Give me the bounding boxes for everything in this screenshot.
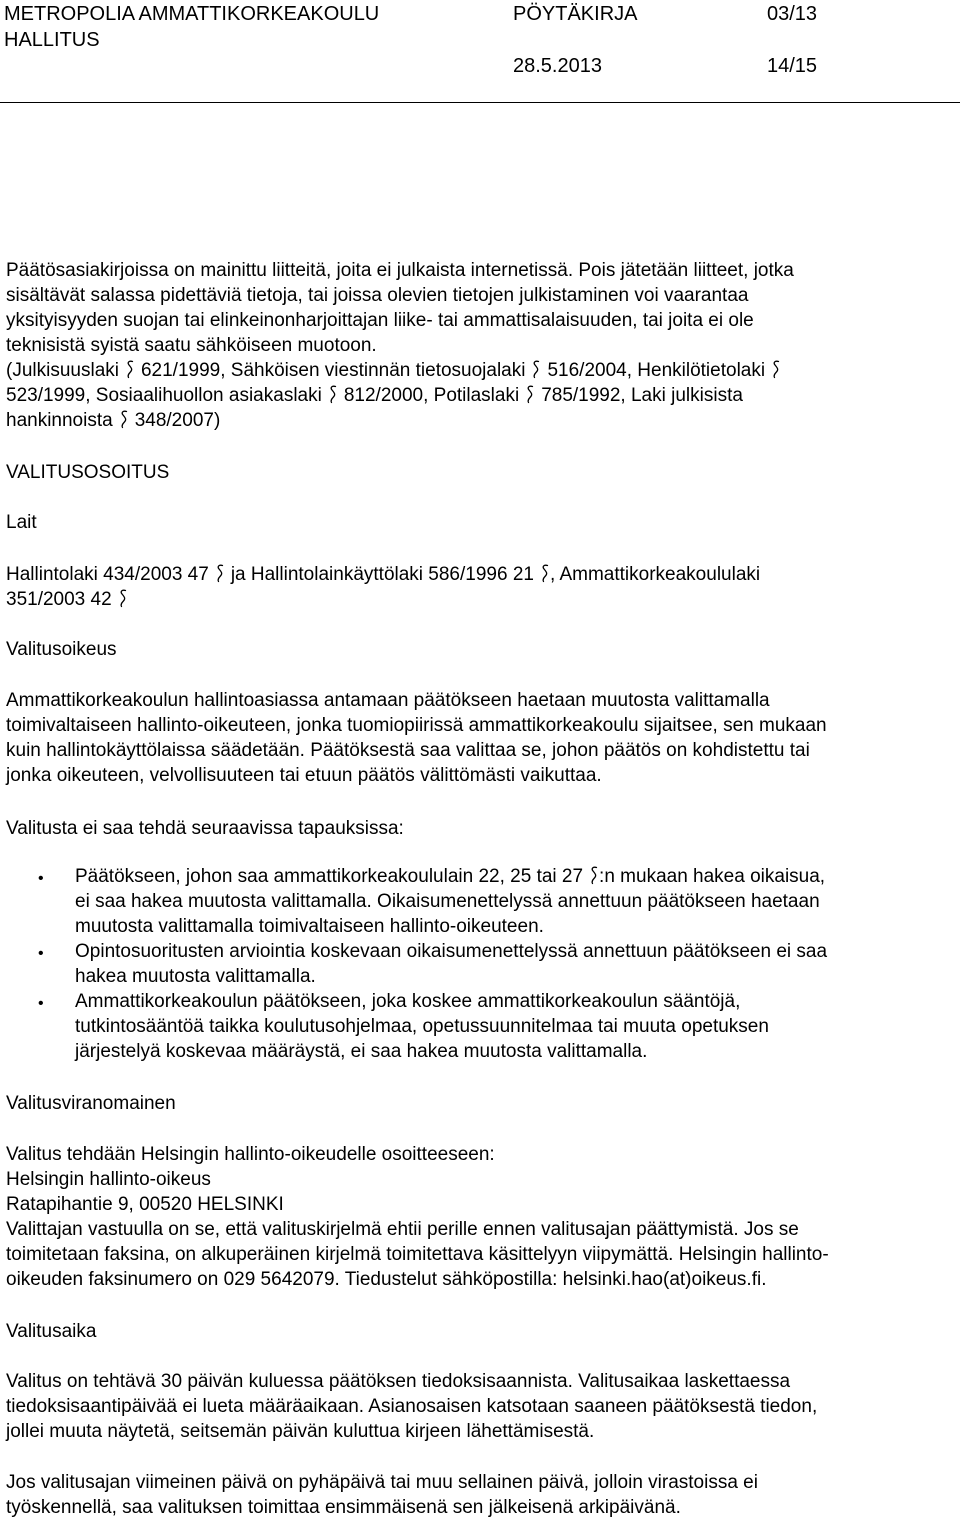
item-line: hakea muutosta valittamalla.: [75, 966, 316, 987]
section-sign-icon: [328, 384, 338, 404]
paragraph-line: Ammattikorkeakoulun hallintoasiassa antamaan päätökseen haetaan muutosta valittamalla: [6, 690, 770, 711]
intro-line: sisältävät salassa pidettäviä tietoja, tai joissa olevien tietojen julkistaminen voi vaarantaa: [6, 285, 749, 306]
paragraph-line: työskennellä, saa valituksen toimittaa ensimmäisenä sen jälkeisenä arkipäivänä.: [6, 1497, 681, 1518]
item-line: järjestelyä koskevaa määräystä, ei saa hakea muutosta valittamalla.: [75, 1041, 648, 1062]
law-ref: , Ammattikorkeakoululaki: [549, 564, 761, 585]
section-sign-icon: [125, 359, 135, 379]
section-sign-icon: [119, 409, 129, 429]
laws-heading: Lait: [6, 512, 37, 533]
law-ref: Hallintolaki 434/2003 47: [6, 564, 209, 585]
law-ref: 523/1999, Sosiaalihuollon asiakaslaki: [6, 385, 322, 406]
item-line: tutkintosääntöä taikka koulutusohjelmaa, opetussuunnitelmaa tai muuta opetuksen: [75, 1016, 769, 1037]
laws-line: [6, 408, 954, 433]
header-page-number: 14/15: [767, 55, 818, 77]
paragraph-line: Valitus on tehtävä 30 päivän kuluessa päätöksen tiedoksisaannista. Valitusaikaa laskettaessa: [6, 1371, 791, 1392]
section-sign-icon: [215, 563, 225, 583]
item-line: [75, 864, 955, 889]
item-text: :n mukaan hakea oikaisua,: [599, 866, 826, 887]
exception-item: [75, 989, 955, 1064]
header-number: 03/13: [767, 3, 818, 25]
period-paragraph-2: [6, 1470, 954, 1520]
item-line: muutosta valittamalla toimivaltaiseen hallinto-oikeuteen.: [75, 916, 544, 937]
paragraph-line: oikeuden faksinumero on 029 5642079. Tiedustelut sähköpostilla: helsinki.hao(at)oikeus.fi.: [6, 1269, 767, 1290]
paragraph-line: tiedoksisaantipäivää ei lueta määräaikaan. Asianosaisen katsotaan saaneen päätöksestä tiedon,: [6, 1396, 818, 1417]
exception-item: [75, 939, 955, 989]
paragraph-line: toimitetaan faksina, on alkuperäinen kirjelmä toimitettava käsittelyyn viipymättä. Helsingin hallinto-: [6, 1244, 829, 1265]
header-doc-type: PÖYTÄKIRJA: [513, 3, 638, 25]
law-ref: 785/1992, Laki julkisista: [541, 385, 743, 406]
law-ref: 812/2000, Potilaslaki: [343, 385, 520, 406]
laws-line: [6, 587, 954, 612]
paragraph-line: Jos valitusajan viimeinen päivä on pyhäpäivä tai muu sellainen päivä, jolloin virastoissa ei: [6, 1472, 758, 1493]
bullet-icon: •: [38, 945, 44, 962]
right-to-appeal-paragraph: [6, 688, 954, 788]
exception-item: [75, 864, 955, 939]
paragraph-line: jollei muuta näytetä, seitsemän päivän kuluttua kirjeen lähettämisestä.: [6, 1421, 595, 1442]
law-ref: (Julkisuuslaki: [6, 360, 119, 381]
laws-line: [6, 562, 954, 587]
section-sign-icon: [771, 359, 781, 379]
paragraph-line: toimivaltaiseen hallinto-oikeuteen, jonka tuomiopiirissä ammattikorkeakoulu sijaitsee, sen mukaan: [6, 715, 827, 736]
authority-paragraph: [6, 1142, 954, 1292]
paragraph-line: Valitus tehdään Helsingin hallinto-oikeudelle osoitteeseen:: [6, 1144, 495, 1165]
laws-line: [6, 358, 954, 383]
exceptions-heading: Valitusta ei saa tehdä seuraavissa tapauksissa:: [6, 818, 404, 839]
law-ref: 516/2004, Henkilötietolaki: [547, 360, 766, 381]
law-ref: ja Hallintolainkäyttölaki 586/1996 21: [230, 564, 534, 585]
bullet-icon: •: [38, 995, 44, 1012]
intro-line: Päätösasiakirjoissa on mainittu liitteitä, joita ei julkaista internetissä. Pois jätetään liitteet, jotka: [6, 260, 794, 281]
item-text: Päätökseen, johon saa ammattikorkeakoululain 22, 25 tai 27: [75, 866, 584, 887]
law-ref: 351/2003 42: [6, 589, 112, 610]
section-sign-icon: [118, 588, 128, 608]
section-sign-icon: [525, 384, 535, 404]
bullet-icon: •: [38, 870, 44, 887]
period-paragraph-1: [6, 1369, 954, 1444]
law-ref: 621/1999, Sähköisen viestinnän tietosuojalaki: [140, 360, 526, 381]
header-rule: [0, 102, 960, 103]
authority-heading: Valitusviranomainen: [6, 1093, 176, 1114]
law-ref: hankinnoista: [6, 410, 113, 431]
law-ref: 348/2007): [134, 410, 221, 431]
paragraph-line: jonka oikeuteen, velvollisuuteen tai etuun päätös välittömästi vaikuttaa.: [6, 765, 602, 786]
paragraph-line: Helsingin hallinto-oikeus: [6, 1169, 211, 1190]
appeal-heading: VALITUSOSOITUS: [6, 462, 170, 483]
intro-line: teknisistä syistä saatu sähköiseen muotoon.: [6, 335, 377, 356]
item-line: Ammattikorkeakoulun päätökseen, joka koskee ammattikorkeakoulun sääntöjä,: [75, 991, 741, 1012]
paragraph-line: kuin hallintokäyttölaissa säädetään. Päätöksestä saa valittaa se, johon päätös on kohdistettu tai: [6, 740, 810, 761]
right-to-appeal-heading: Valitusoikeus: [6, 639, 117, 660]
section-sign-icon: [531, 359, 541, 379]
paragraph-line: Valittajan vastuulla on se, että valituskirjelmä ehtii perille ennen valitusajan päättymistä. Jos se: [6, 1219, 799, 1240]
paragraph-line: Ratapihantie 9, 00520 HELSINKI: [6, 1194, 284, 1215]
intro-paragraph: [6, 258, 954, 433]
section-sign-icon: [589, 865, 599, 885]
period-heading: Valitusaika: [6, 1321, 97, 1342]
header-org: METROPOLIA AMMATTIKORKEAKOULU: [4, 3, 380, 25]
intro-line: yksityisyyden suojan tai elinkeinonharjoittajan liike- tai ammattisalaisuuden, tai joita ei ole: [6, 310, 754, 331]
item-line: ei saa hakea muutosta valittamalla. Oikaisumenettelyssä annettuun päätökseen haetaan: [75, 891, 820, 912]
laws-paragraph: [6, 562, 954, 612]
header-date: 28.5.2013: [513, 55, 602, 77]
header-body: HALLITUS: [4, 29, 100, 51]
section-sign-icon: [540, 563, 550, 583]
laws-line: [6, 383, 954, 408]
item-line: Opintosuoritusten arviointia koskevaan oikaisumenettelyssä annettuun päätökseen ei saa: [75, 941, 828, 962]
